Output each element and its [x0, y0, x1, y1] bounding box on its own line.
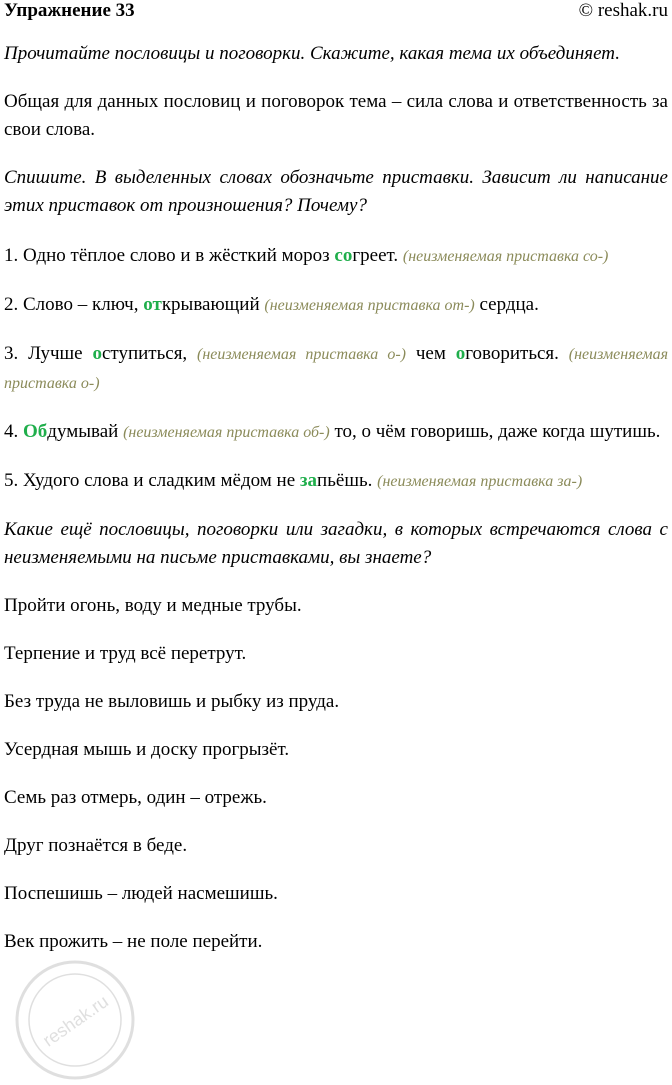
proverb-item-5 — [4, 467, 668, 496]
reshak-watermark-logo — [10, 955, 140, 1085]
exercise-title: Упражнение 33 — [4, 0, 135, 21]
prefix-note: (неизменяемая приставка за-) — [377, 473, 583, 490]
proverb-answer: Друг познаётся в беде. — [4, 835, 188, 856]
prefix-highlight: о — [455, 343, 466, 364]
prefix-note: (неизменяемая приставка об-) — [123, 424, 330, 441]
item-text: 5. Худого слова и сладким мёдом не — [4, 470, 300, 491]
page-header — [4, 0, 668, 26]
proverb-answer: Терпение и труд всё перетрут. — [4, 643, 247, 664]
proverb-answer: Век прожить – не поле перейти. — [4, 931, 263, 952]
item-text: сердца. — [474, 294, 539, 315]
item-text: 1. Одно тёплое слово и в жёсткий мороз — [4, 245, 335, 266]
copyright-text: © reshak.ru — [578, 0, 668, 21]
proverb-answer: Без труда не выловишь и рыбку из пруда. — [4, 691, 340, 712]
proverb-item-3 — [4, 340, 668, 398]
item-text: пьёшь. — [317, 470, 378, 491]
item-text: говориться. — [465, 343, 569, 364]
task1-question: Прочитайте пословицы и поговорки. Скажите, какая тема их объединяет. — [4, 43, 620, 64]
proverb-answer: Усердная мышь и доску прогрызёт. — [4, 739, 290, 760]
proverb-answer: Поспешишь – людей насмешишь. — [4, 883, 278, 904]
item-text: 2. Слово – ключ, — [4, 294, 144, 315]
item-text: то, о чём говоришь, даже когда шутишь. — [329, 421, 661, 442]
item-text: крывающий — [161, 294, 265, 315]
prefix-highlight: со — [334, 245, 353, 266]
prefix-note: (неизменяемая приставка о-) — [197, 346, 406, 363]
proverb-item-2 — [4, 291, 668, 320]
proverb-answer: Семь раз отмерь, один – отрежь. — [4, 787, 267, 808]
watermark-text: reshak.ru — [39, 991, 113, 1051]
prefix-note: (неизменяемая приставка со-) — [402, 248, 609, 265]
exercise-page — [4, 0, 668, 956]
item-text: чем — [406, 343, 456, 364]
proverb-answer: Пройти огонь, воду и медные трубы. — [4, 595, 302, 616]
proverb-item-1 — [4, 242, 668, 271]
task2-question: Спишите. В выделенных словах обозначьте приставки. Зависит ли написание этих приставок от произношения? Почему? — [4, 167, 668, 216]
prefix-highlight: от — [143, 294, 162, 315]
item-text: 3. Лучше — [4, 343, 93, 364]
item-text: ступиться, — [101, 343, 198, 364]
task1-answer: Общая для данных пословиц и поговорок тема – сила слова и ответственность за свои слова. — [4, 91, 668, 140]
prefix-highlight: о — [92, 343, 102, 364]
item-text: думывай — [47, 421, 124, 442]
proverb-item-4 — [4, 418, 668, 447]
prefix-note: (неизменяемая приставка от-) — [264, 297, 475, 314]
prefix-note: (неизменяемая приставка о-) — [4, 346, 668, 392]
prefix-highlight: Об — [23, 421, 48, 442]
task3-question: Какие ещё пословицы, поговорки или загадки, в которых встречаются слова с неизменяемыми на письме приставками, вы знаете? — [4, 519, 668, 568]
item-text: 4. — [4, 421, 23, 442]
item-text: греет. — [352, 245, 403, 266]
prefix-highlight: за — [299, 470, 318, 491]
